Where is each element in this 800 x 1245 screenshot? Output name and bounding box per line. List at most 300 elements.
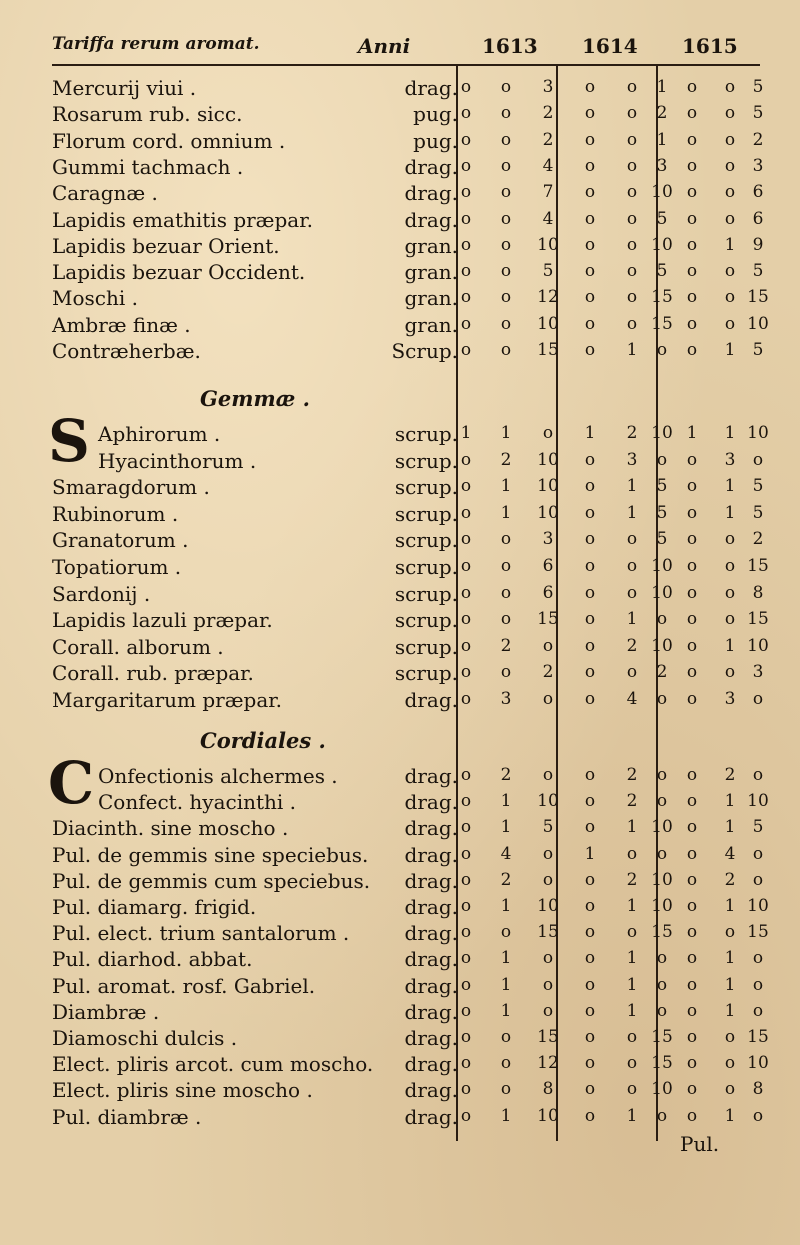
price-cell: 1 [724, 1000, 736, 1021]
price-cell: o [724, 922, 736, 943]
price-cell: 10 [537, 1105, 559, 1126]
price-cell: o [584, 582, 596, 603]
price-cell: o [724, 155, 736, 176]
section-heading-gemmae: Gemmæ . [200, 386, 310, 411]
price-cell: o [584, 635, 596, 656]
price-cell: 1 [724, 340, 736, 360]
price-cell: o [460, 1105, 472, 1126]
price-cell: 10 [537, 791, 559, 812]
item-unit: scrup. [394, 448, 458, 473]
price-cell: o [752, 689, 764, 709]
price-cell: o [656, 449, 668, 470]
table-row [52, 181, 772, 207]
price-cell: 1 [500, 896, 512, 916]
price-cell: o [656, 609, 668, 630]
table-row [52, 608, 772, 634]
price-cell: 10 [651, 182, 673, 203]
price-cell: o [460, 817, 472, 838]
price-cell: o [500, 208, 512, 229]
price-cell: 1 [724, 791, 736, 812]
price-cell: o [542, 843, 554, 864]
price-cell: o [460, 1027, 472, 1047]
table-row [52, 155, 772, 181]
price-cell: o [500, 155, 512, 176]
price-cell: 10 [747, 791, 769, 812]
item-unit: Scrup. [391, 339, 458, 363]
item-unit: drag. [404, 895, 458, 919]
price-cell: o [500, 582, 512, 603]
price-cell: o [500, 103, 512, 124]
price-cell: o [686, 476, 698, 497]
item-unit: drag. [404, 181, 458, 206]
price-cell: 15 [747, 609, 769, 630]
price-cell: o [724, 313, 736, 334]
table-row [52, 502, 772, 528]
price-cell: 1 [656, 129, 668, 150]
price-cell: 10 [651, 556, 673, 576]
price-cell: 10 [747, 1053, 769, 1074]
item-unit: drag. [404, 947, 458, 972]
price-cell: 1 [626, 340, 638, 360]
item-name: Sardonij . [52, 581, 151, 606]
price-cell: 8 [752, 1079, 764, 1100]
price-cell: o [686, 529, 698, 550]
price-cell: o [686, 449, 698, 470]
price-cell: 1 [724, 234, 736, 255]
item-name: Pul. de gemmis cum speciebus. [52, 868, 371, 893]
price-cell: o [724, 77, 736, 97]
price-cell: o [686, 689, 698, 709]
item-unit: drag. [404, 999, 458, 1024]
price-cell: o [752, 1000, 764, 1021]
price-cell: 1 [500, 502, 512, 523]
price-cell: o [460, 529, 472, 550]
item-unit: drag. [404, 1078, 458, 1103]
price-cell: 15 [537, 609, 559, 630]
price-cell: o [542, 423, 554, 443]
table-row [52, 286, 772, 312]
item-unit: drag. [404, 154, 458, 179]
dropcap-s: S [48, 407, 90, 475]
price-cell: o [686, 1053, 698, 1074]
price-cell: o [460, 1079, 472, 1100]
item-name: Lapidis bezuar Occident. [52, 260, 306, 285]
price-cell: o [626, 529, 638, 550]
price-cell: 15 [537, 922, 559, 943]
price-cell: 5 [656, 476, 668, 497]
price-cell: o [460, 765, 472, 785]
item-unit: pug. [413, 102, 458, 127]
price-cell: o [460, 1000, 472, 1021]
item-unit: drag. [404, 842, 458, 867]
price-cell: o [584, 1105, 596, 1126]
price-cell: o [686, 1000, 698, 1021]
table-row [52, 102, 772, 128]
price-cell: o [584, 155, 596, 176]
price-cell: o [686, 791, 698, 812]
price-cell: o [584, 791, 596, 812]
price-cell: 7 [542, 182, 554, 203]
item-name: Ambræ finæ . [52, 312, 191, 337]
price-cell: o [626, 843, 638, 864]
price-cell: o [686, 556, 698, 576]
price-cell: 2 [500, 869, 512, 890]
price-cell: o [584, 869, 596, 890]
price-cell: 6 [542, 582, 554, 603]
table-row [52, 974, 772, 1000]
price-cell: 1 [626, 896, 638, 916]
item-name: Elect. pliris sine moscho . [52, 1078, 313, 1103]
item-unit: scrup. [394, 422, 458, 446]
item-unit: drag. [404, 764, 458, 788]
item-unit: gran. [404, 260, 458, 285]
price-cell: 3 [752, 662, 764, 683]
header-year-1615: 1615 [682, 34, 738, 58]
price-cell: o [686, 261, 698, 282]
price-cell: o [584, 313, 596, 334]
price-cell: o [460, 103, 472, 124]
table-row [52, 764, 772, 790]
price-cell: 10 [651, 869, 673, 890]
price-cell: o [686, 77, 698, 97]
price-cell: 2 [626, 869, 638, 890]
price-cell: 5 [752, 817, 764, 838]
section-heading-cordiales: Cordiales . [200, 728, 326, 753]
table-row [52, 234, 772, 260]
price-cell: o [686, 313, 698, 334]
price-cell: 5 [656, 261, 668, 282]
table-row [52, 339, 772, 365]
price-cell: o [752, 1105, 764, 1126]
price-cell: o [724, 103, 736, 124]
price-cell: 1 [626, 974, 638, 995]
price-cell: o [626, 182, 638, 203]
item-name: Pul. elect. trium santalorum . [52, 921, 350, 946]
price-cell: 5 [752, 103, 764, 124]
price-cell: o [686, 922, 698, 943]
price-cell: 4 [542, 208, 554, 229]
price-cell: o [460, 922, 472, 943]
price-cell: o [686, 129, 698, 150]
item-name: Topatiorum . [52, 555, 182, 579]
price-cell: 1 [500, 974, 512, 995]
price-cell: o [584, 502, 596, 523]
price-cell: 8 [752, 582, 764, 603]
table-row [52, 661, 772, 687]
price-cell: o [460, 948, 472, 969]
price-cell: o [656, 948, 668, 969]
price-cell: 1 [724, 896, 736, 916]
item-unit: scrup. [394, 581, 458, 606]
price-cell: 5 [542, 817, 554, 838]
item-name: Lapidis emathitis præpar. [52, 207, 313, 232]
price-cell: 10 [747, 313, 769, 334]
item-unit: scrup. [394, 555, 458, 579]
item-unit: gran. [404, 312, 458, 337]
item-name: Aphirorum . [98, 422, 221, 446]
price-cell: 1 [626, 476, 638, 497]
price-cell: 15 [537, 1027, 559, 1047]
price-cell: 1 [500, 476, 512, 497]
item-unit: drag. [404, 1104, 458, 1129]
price-cell: o [542, 869, 554, 890]
price-cell: 1 [626, 1000, 638, 1021]
price-cell: o [500, 340, 512, 360]
price-cell: o [500, 287, 512, 308]
price-cell: o [584, 103, 596, 124]
price-cell: o [686, 234, 698, 255]
price-cell: 3 [724, 689, 736, 709]
table-row [52, 688, 772, 714]
item-unit: scrup. [394, 475, 458, 500]
price-cell: o [724, 609, 736, 630]
price-cell: o [584, 234, 596, 255]
price-cell: 1 [626, 1105, 638, 1126]
price-cell: 15 [747, 287, 769, 308]
price-cell: 10 [537, 234, 559, 255]
table-row [52, 921, 772, 947]
price-cell: o [460, 974, 472, 995]
table-row [52, 449, 772, 475]
price-cell: 2 [542, 662, 554, 683]
price-cell: 10 [651, 817, 673, 838]
item-name: Pul. diamarg. frigid. [52, 895, 257, 919]
item-name: Florum cord. omnium . [52, 128, 286, 153]
table-row [52, 260, 772, 286]
item-name: Granatorum . [52, 528, 189, 553]
price-cell: o [460, 502, 472, 523]
price-cell: 1 [686, 423, 698, 443]
header-title: Tariffa rerum aromat. [52, 34, 260, 54]
item-unit: drag. [404, 816, 458, 841]
item-name: Diamoschi dulcis . [52, 1026, 238, 1050]
price-cell: o [460, 556, 472, 576]
price-cell: 10 [651, 1079, 673, 1100]
table-row [52, 947, 772, 973]
price-cell: 10 [537, 502, 559, 523]
price-cell: o [656, 791, 668, 812]
price-cell: 8 [542, 1079, 554, 1100]
price-cell: o [460, 182, 472, 203]
price-cell: o [460, 791, 472, 812]
price-cell: 15 [537, 340, 559, 360]
price-cell: o [626, 313, 638, 334]
item-name: Contræherbæ. [52, 339, 201, 363]
price-cell: o [724, 662, 736, 683]
price-cell: 4 [724, 843, 736, 864]
table-row [52, 475, 772, 501]
price-cell: o [460, 287, 472, 308]
item-name: Corall. rub. præpar. [52, 661, 254, 686]
price-cell: 1 [724, 1105, 736, 1126]
price-cell: o [626, 155, 638, 176]
item-name: Pul. aromat. rosf. Gabriel. [52, 973, 316, 998]
item-name: Caragnæ . [52, 181, 158, 206]
price-cell: 5 [656, 502, 668, 523]
table-row [52, 1078, 772, 1104]
price-cell: 5 [752, 502, 764, 523]
price-cell: o [584, 129, 596, 150]
price-cell: 2 [500, 635, 512, 656]
item-unit: drag. [404, 207, 458, 232]
price-cell: 1 [500, 423, 512, 443]
item-name: Mercurij viui . [52, 76, 197, 100]
item-unit: gran. [404, 286, 458, 311]
price-cell: o [584, 922, 596, 943]
table-row [52, 895, 772, 921]
item-name: Onfectionis alchermes . [98, 764, 338, 788]
table-row [52, 76, 772, 102]
price-cell: o [500, 556, 512, 576]
price-cell: o [542, 1000, 554, 1021]
price-cell: o [584, 77, 596, 97]
item-name: Margaritarum præpar. [52, 688, 282, 712]
price-cell: o [542, 635, 554, 656]
price-cell: 6 [542, 556, 554, 576]
price-cell: 15 [747, 922, 769, 943]
price-cell: o [460, 869, 472, 890]
price-cell: o [656, 340, 668, 360]
price-cell: 1 [724, 948, 736, 969]
price-cell: o [460, 208, 472, 229]
price-cell: 2 [542, 129, 554, 150]
catchword: Pul. [680, 1132, 720, 1156]
price-cell: 1 [584, 843, 596, 864]
price-cell: o [584, 896, 596, 916]
item-name: Rubinorum . [52, 501, 179, 526]
item-name: Rosarum rub. sicc. [52, 102, 243, 127]
table-row [52, 208, 772, 234]
price-cell: 1 [500, 791, 512, 812]
price-cell: o [584, 1027, 596, 1047]
price-cell: 5 [656, 529, 668, 550]
price-cell: o [626, 261, 638, 282]
price-cell: o [542, 974, 554, 995]
price-cell: 15 [747, 556, 769, 576]
dropcap-c: C [48, 749, 95, 817]
price-cell: o [460, 77, 472, 97]
price-cell: 15 [651, 313, 673, 334]
price-cell: o [656, 1105, 668, 1126]
price-cell: 1 [724, 974, 736, 995]
item-name: Pul. diambræ . [52, 1104, 202, 1129]
price-cell: 2 [752, 129, 764, 150]
price-cell: 15 [651, 1053, 673, 1074]
item-name: Smaragdorum . [52, 475, 210, 500]
price-cell: o [584, 287, 596, 308]
price-cell: o [584, 1053, 596, 1074]
price-cell: o [500, 1027, 512, 1047]
price-cell: o [626, 922, 638, 943]
price-cell: 1 [724, 423, 736, 443]
item-name: Pul. diarhod. abbat. [52, 947, 253, 972]
price-cell: o [460, 449, 472, 470]
price-cell: o [460, 635, 472, 656]
price-cell: 1 [500, 817, 512, 838]
price-cell: o [460, 1053, 472, 1074]
price-cell: o [752, 869, 764, 890]
price-cell: 2 [656, 103, 668, 124]
item-name: Lapidis lazuli præpar. [52, 608, 273, 633]
price-cell: 10 [651, 582, 673, 603]
price-cell: 5 [752, 261, 764, 282]
price-cell: 2 [626, 423, 638, 443]
table-row [52, 816, 772, 842]
price-cell: 10 [537, 896, 559, 916]
table-row [52, 129, 772, 155]
price-cell: 15 [747, 1027, 769, 1047]
price-cell: o [626, 556, 638, 576]
price-cell: 3 [500, 689, 512, 709]
price-cell: o [460, 234, 472, 255]
price-cell: 6 [752, 208, 764, 229]
price-cell: o [460, 313, 472, 334]
price-cell: 10 [537, 313, 559, 334]
price-cell: o [724, 129, 736, 150]
price-cell: 10 [537, 476, 559, 497]
price-cell: o [656, 1000, 668, 1021]
price-cell: o [460, 340, 472, 360]
price-cell: o [500, 77, 512, 97]
price-cell: o [686, 340, 698, 360]
price-cell: 12 [537, 1053, 559, 1074]
table-row [52, 313, 772, 339]
price-cell: o [686, 948, 698, 969]
price-cell: 5 [542, 261, 554, 282]
price-cell: 2 [626, 791, 638, 812]
header-year-1613: 1613 [482, 34, 538, 58]
price-cell: o [584, 476, 596, 497]
item-name: Corall. alborum . [52, 634, 224, 659]
price-cell: o [460, 609, 472, 630]
price-cell: o [686, 1105, 698, 1126]
header-anni: Anni [358, 34, 411, 58]
price-cell: o [584, 948, 596, 969]
price-cell: o [752, 765, 764, 785]
item-unit: drag. [404, 921, 458, 946]
price-cell: o [460, 843, 472, 864]
item-name: Gummi tachmach . [52, 154, 244, 179]
item-unit: scrup. [394, 634, 458, 659]
price-cell: o [626, 77, 638, 97]
price-cell: o [686, 208, 698, 229]
price-cell: o [724, 556, 736, 576]
price-cell: o [626, 1027, 638, 1047]
price-cell: 6 [752, 182, 764, 203]
price-cell: o [626, 1053, 638, 1074]
price-cell: o [584, 689, 596, 709]
price-cell: 1 [626, 609, 638, 630]
price-cell: 3 [626, 449, 638, 470]
table-row [52, 790, 772, 816]
price-cell: o [752, 843, 764, 864]
price-cell: o [584, 1000, 596, 1021]
item-name: Hyacinthorum . [98, 448, 257, 473]
price-cell: o [686, 896, 698, 916]
price-cell: 5 [752, 340, 764, 360]
price-cell: 4 [500, 843, 512, 864]
price-cell: 2 [500, 449, 512, 470]
price-cell: o [752, 974, 764, 995]
price-cell: o [686, 103, 698, 124]
price-cell: o [724, 1079, 736, 1100]
price-cell: 1 [626, 502, 638, 523]
price-cell: 1 [500, 1000, 512, 1021]
item-name: Lapidis bezuar Orient. [52, 233, 280, 258]
price-cell: 2 [656, 662, 668, 683]
price-cell: o [542, 948, 554, 969]
price-cell: 5 [752, 77, 764, 97]
